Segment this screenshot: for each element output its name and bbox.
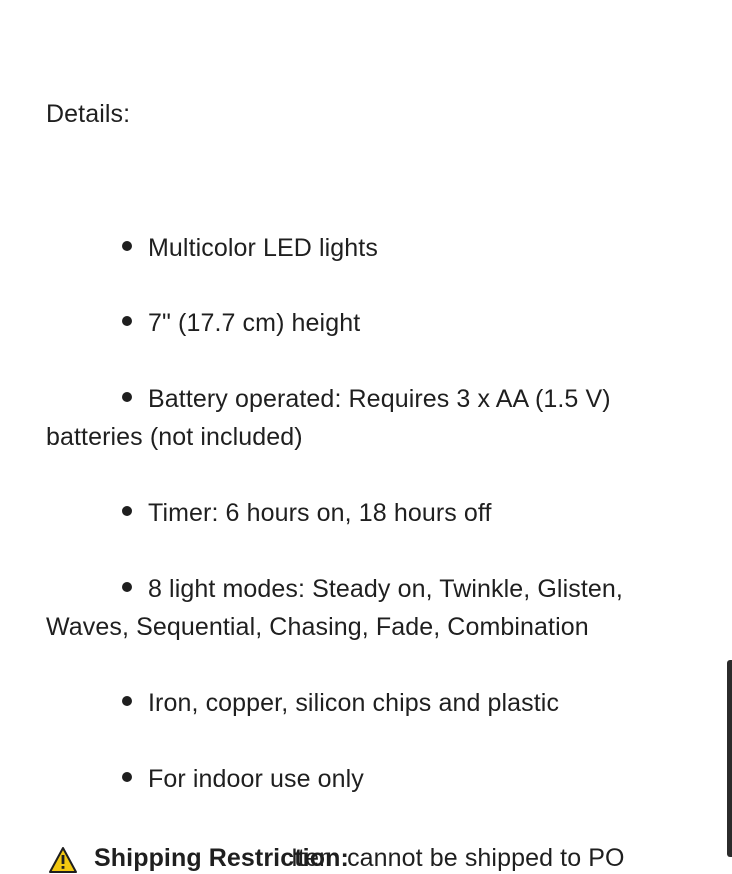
details-heading: Details: [46,100,131,128]
list-item [46,380,696,456]
list-item-text: 8 light modes: Steady on, Twinkle, Glisten, Waves, Sequential, Chasing, Fade, Combination [46,575,623,641]
list-item [46,494,696,532]
list-item [46,570,696,646]
list-item [46,229,696,267]
warning-icon [48,846,78,874]
list-item [46,684,696,722]
list-item [46,760,696,798]
list-item-text: For indoor use only [148,765,364,793]
list-item-text: Multicolor LED lights [148,234,378,262]
shipping-text: Item cannot be shipped to PO [291,844,625,872]
list-item-text: Battery operated: Requires 3 x AA (1.5 V) batteries (not included) [46,385,611,451]
list-item-text: Timer: 6 hours on, 18 hours off [148,499,492,527]
shipping-label: Shipping Restriction: [94,844,349,872]
scrollbar[interactable] [727,660,732,857]
list-item-text: 7" (17.7 cm) height [148,309,361,337]
list-item [46,304,696,342]
list-item-text: Iron, copper, silicon chips and plastic [148,689,560,717]
